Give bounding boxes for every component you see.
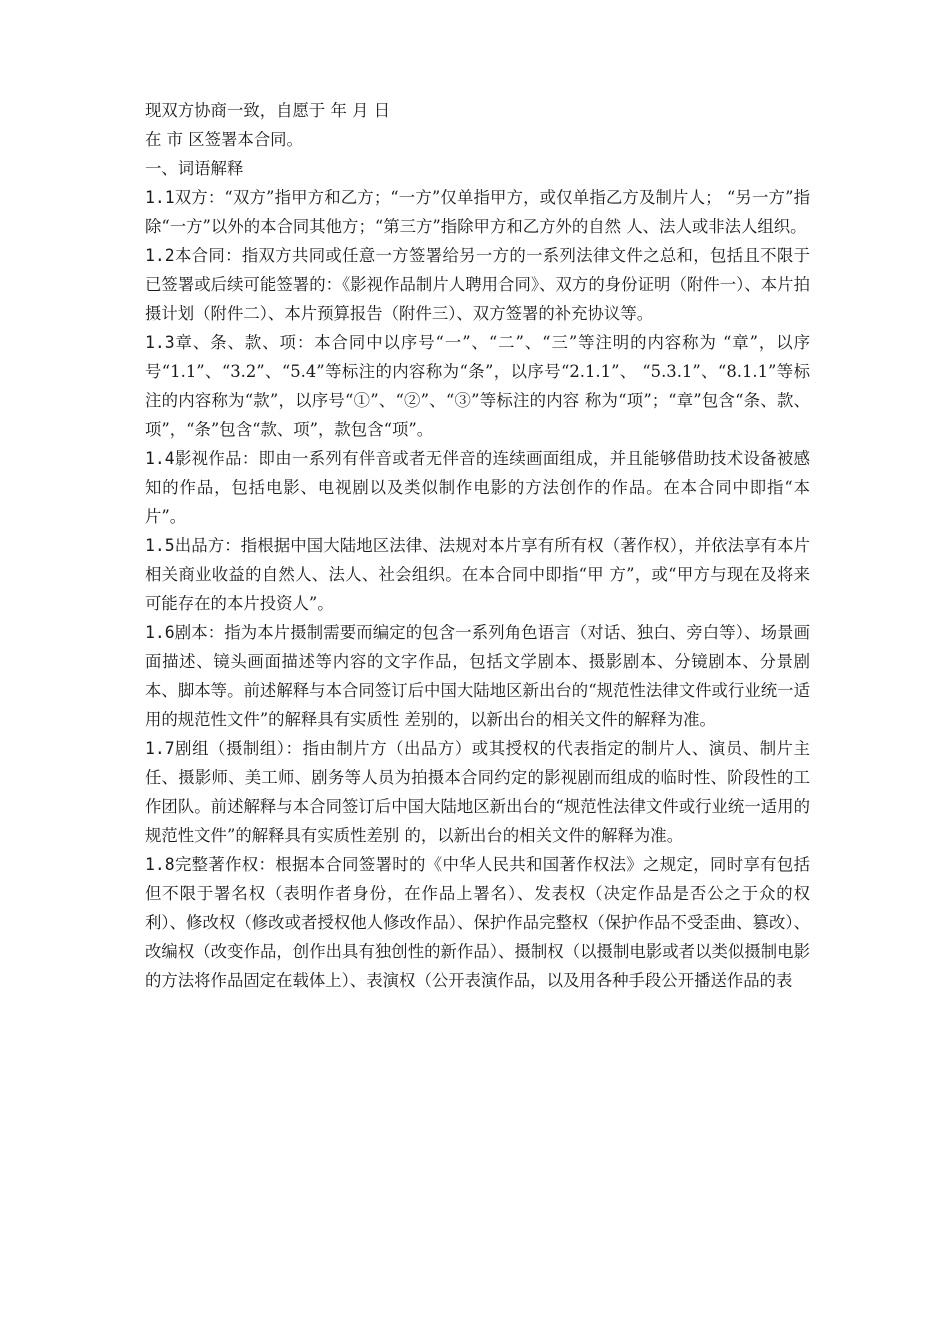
clause-text: 本合同：指双方共同或任意一方签署给另一方的一系列法律文件之总和，包括且不限于已签署或后续可能签署的：《影视作品制片人聘用合同》、双方的身份证明（附件一）、本片拍摄计划（附件二）、本片预算报告（附件三）、双方签署的补充协议等。: [145, 246, 810, 323]
clause-number: 1.1: [145, 188, 175, 207]
intro-line-2: 在 市 区签署本合同。: [145, 130, 303, 149]
clause-1-7: [145, 734, 810, 850]
clause-text: 章、条、款、项：本合同中以序号“一”、“二”、“三”等注明的内容称为 “章”，以序号“1.1”、“3.2”、“5.4”等标注的内容称为“条”，以序号“2.1.1”、 “5.3.1”、“8.1.1”等标注的内容称为“款”，以序号“①”、“②”、“③”等标注的内容 称为“项”；“章”包含“条、款、项”，“条”包含“款、项”，款包含“项”。: [145, 333, 810, 439]
clause-number: 1.2: [145, 246, 175, 265]
intro-line-1: 现双方协商一致，自愿于 年 月 日: [145, 101, 391, 120]
clause-1-1: [145, 183, 810, 241]
clause-text: 双方：“双方”指甲方和乙方；“一方”仅单指甲方，或仅单指乙方及制片人； “另一方”指除“一方”以外的本合同其他方；“第三方”指除甲方和乙方外的自然 人、法人或非法人组织。: [145, 188, 810, 236]
clause-text: 影视作品：即由一系列有伴音或者无伴音的连续画面组成，并且能够借助技术设备被感知的作品，包括电影、电视剧以及类似制作电影的方法创作的作品。在本合同中即指“本片”。: [145, 449, 810, 526]
document-page: [145, 96, 810, 995]
clause-text: 剧组（摄制组）：指由制片方（出品方）或其授权的代表指定的制片人、演员、制片主任、摄影师、美工师、剧务等人员为拍摄本合同约定的影视剧而组成的临时性、阶段性的工作团队。前述解释与本合同签订后中国大陆地区新出台的“规范性法律文件或行业统一适用的规范性文件”的解释具有实质性差别 的，以新出台的相关文件的解释为准。: [145, 739, 810, 845]
clause-text: 剧本：指为本片摄制需要而编定的包含一系列角色语言（对话、独白、旁白等）、场景画面描述、镜头画面描述等内容的文字作品，包括文学剧本、摄影剧本、分镜剧本、分景剧本、脚本等。前述解释与本合同签订后中国大陆地区新出台的“规范性法律文件或行业统一适用的规范性文件”的解释具有实质性 差别的，以新出台的相关文件的解释为准。: [145, 623, 810, 729]
section-heading: 一、词语解释: [145, 159, 244, 178]
clause-number: 1.5: [145, 536, 175, 555]
clause-number: 1.4: [145, 449, 175, 468]
clause-number: 1.3: [145, 333, 175, 352]
clause-number: 1.6: [145, 623, 175, 642]
clause-1-6: [145, 618, 810, 734]
clause-1-4: [145, 444, 810, 531]
clause-1-3: [145, 328, 810, 444]
clause-text: 出品方：指根据中国大陆地区法律、法规对本片享有所有权（著作权），并依法享有本片相关商业收益的自然人、法人、社会组织。在本合同中即指“甲 方”，或“甲方与现在及将来可能存在的本片投资人”。: [145, 536, 810, 613]
clause-1-5: [145, 531, 810, 618]
clause-text: 完整著作权：根据本合同签署时的《中华人民共和国著作权法》之规定，同时享有包括但不限于署名权（表明作者身份，在作品上署名）、发表权（决定作品是否公之于众的权利）、修改权（修改或者授权他人修改作品）、保护作品完整权（保护作品不受歪曲、篡改）、改编权（改变作品，创作出具有独创性的新作品）、摄制权（以摄制电影或者以类似摄制电影的方法将作品固定在载体上）、表演权（公开表演作品，以及用各种手段公开播送作品的表: [145, 855, 810, 990]
clause-number: 1.7: [145, 739, 175, 758]
clause-1-8: [145, 850, 810, 995]
clause-1-2: [145, 241, 810, 328]
clause-number: 1.8: [145, 855, 175, 874]
